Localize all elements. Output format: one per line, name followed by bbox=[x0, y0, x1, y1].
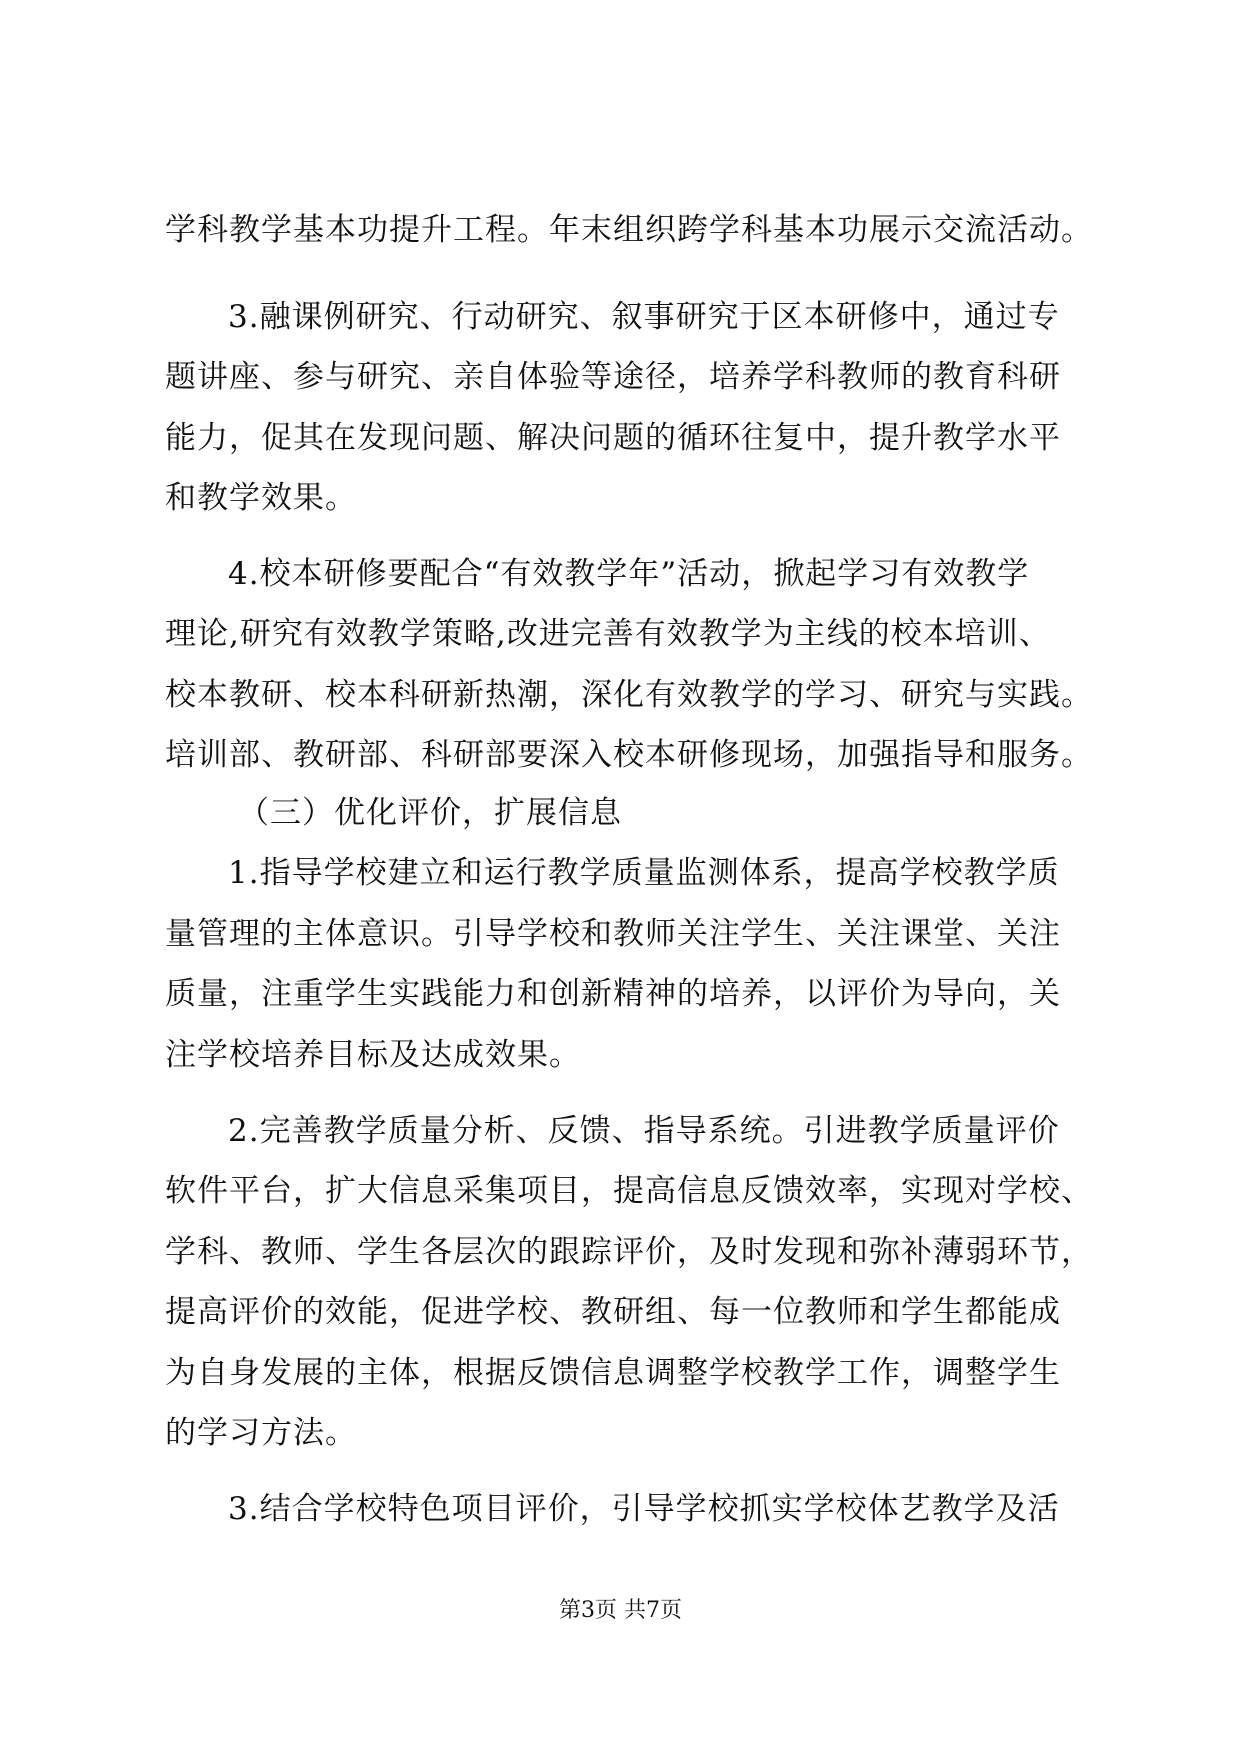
body-text-line: 学科教学基本功提升工程。年末组织跨学科基本功展示交流活动。 bbox=[165, 212, 1093, 248]
body-text-line: 校本教研、校本科研新热潮，深化有效教学的学习、研究与实践。 bbox=[165, 677, 1093, 713]
body-text-line: 学科、教师、学生各层次的跟踪评价，及时发现和弥补薄弱环节， bbox=[165, 1234, 1093, 1270]
section-heading: （三）优化评价，扩展信息 bbox=[238, 795, 622, 831]
body-text-line: 题讲座、参与研究、亲自体验等途径，培养学科教师的教育科研 bbox=[165, 359, 1061, 395]
body-text-line: 软件平台，扩大信息采集项目，提高信息反馈效率，实现对学校、 bbox=[165, 1173, 1093, 1209]
body-text-line: 质量，注重学生实践能力和创新精神的培养，以评价为导向，关 bbox=[165, 976, 1061, 1012]
paragraph-3-line: 3.融课例研究、行动研究、叙事研究于区本研修中，通过专 bbox=[228, 299, 1060, 335]
body-text-line: 提高评价的效能，促进学校、教研组、每一位教师和学生都能成 bbox=[165, 1294, 1061, 1330]
paragraph-4-line: 4.校本研修要配合“有效教学年”活动，掀起学习有效教学 bbox=[228, 556, 1030, 592]
body-text-line: 理论,研究有效教学策略,改进完善有效教学为主线的校本培训、 bbox=[165, 616, 1051, 652]
body-text-line: 注学校培养目标及达成效果。 bbox=[165, 1037, 581, 1073]
body-text-line: 为自身发展的主体，根据反馈信息调整学校教学工作，调整学生 bbox=[165, 1355, 1061, 1391]
paragraph-3-line: 3.结合学校特色项目评价，引导学校抓实学校体艺教学及活 bbox=[228, 1491, 1060, 1527]
body-text-line: 和教学效果。 bbox=[165, 480, 357, 516]
body-text-line: 能力，促其在发现问题、解决问题的循环往复中，提升教学水平 bbox=[165, 420, 1061, 456]
body-text-line: 的学习方法。 bbox=[165, 1415, 357, 1451]
paragraph-2-line: 2.完善教学质量分析、反馈、指导系统。引进教学质量评价 bbox=[228, 1113, 1060, 1149]
body-text-line: 培训部、教研部、科研部要深入校本研修现场，加强指导和服务。 bbox=[165, 737, 1093, 773]
body-text-line: 量管理的主体意识。引导学校和教师关注学生、关注课堂、关注 bbox=[165, 916, 1061, 952]
paragraph-1-line: 1.指导学校建立和运行教学质量监测体系，提高学校教学质 bbox=[228, 855, 1060, 891]
page-number-footer: 第3页 共7页 bbox=[559, 1598, 682, 1623]
